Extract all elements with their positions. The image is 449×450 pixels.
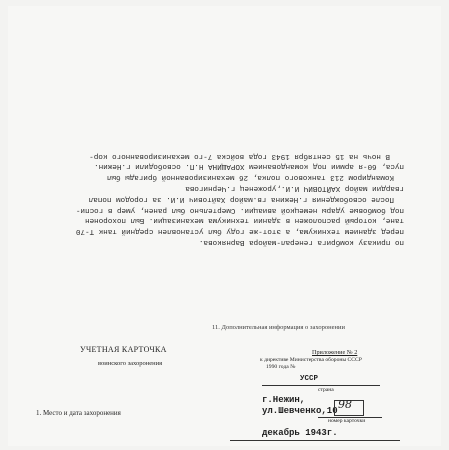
- card-number-label: номер карточки: [328, 418, 366, 424]
- card-subtitle: воинского захоронения: [98, 360, 163, 367]
- place-line-city: г.Нежин,: [262, 395, 306, 405]
- typed-info-block-upside-down: [32, 150, 404, 247]
- appendix-label: Приложение № 2: [312, 349, 358, 356]
- typed-line: тане, который расположен в здании техникума механизации. Был похоронен: [85, 216, 404, 225]
- country-underline: [262, 385, 380, 386]
- field-place-date-label: 1. Место и дата захоронения: [36, 409, 121, 417]
- typed-line: гвардии майор ХАЙТОВИЧ И.И.,уроженец г.Чернигова: [185, 184, 404, 193]
- section-heading-additional-info: 11. Дополнительная информация о захоронении: [212, 324, 345, 331]
- card-number-value: 98: [338, 398, 352, 411]
- typed-line: под бомбовые удары немецкой авиации. Смертельно был ранен, умер в госпи-: [75, 205, 404, 214]
- typed-line: После освобождения г.Нежина гв.майор Хайтович И.И. за городом попал: [88, 194, 394, 203]
- burial-date-value: декабрь 1943г.: [262, 428, 338, 438]
- directive-line: к директиве Министерства обороны СССР: [260, 357, 362, 363]
- country-value: УССР: [300, 375, 319, 383]
- typed-line: В ночь на 15 сентября 1943 года войска 7-го механизированного кор-: [89, 151, 390, 160]
- typed-line: перед зданием техникума, а этот-же году был установлен средний танк Т-70: [75, 227, 404, 236]
- typed-line: пуса, 60-я армии под командованием ХОРАЩИНА Н.П. освободили г.Нежин.: [94, 162, 404, 171]
- typed-line: по приказу комбрига генерал-майора Варнякова.: [198, 238, 404, 247]
- date-underline: [230, 440, 400, 441]
- typed-line: Командиром 213 танкового полка, 26 механизированной бригады был: [106, 173, 394, 182]
- card-title: УЧЕТНАЯ КАРТОЧКА: [80, 345, 167, 354]
- country-label: страна: [318, 387, 334, 393]
- place-line-street: ул.Шевченко,10: [262, 406, 338, 416]
- directive-line: 1990 года №: [266, 364, 296, 370]
- directive-text: [260, 357, 362, 371]
